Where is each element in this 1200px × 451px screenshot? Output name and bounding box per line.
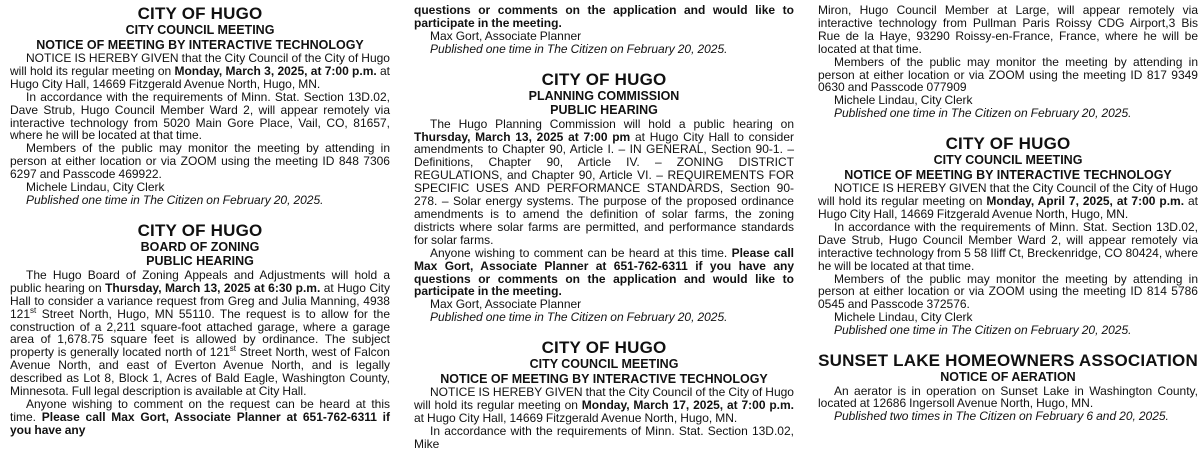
notice-text-segment: In accordance with the requirements of Minn. Stat. Section 13D.02, Mike <box>414 423 794 451</box>
notice-paragraph-body <box>414 247 794 299</box>
notice-paragraph-body <box>10 91 390 143</box>
notice-subtitle: NOTICE OF MEETING BY INTERACTIVE TECHNOLOGY <box>844 167 1172 182</box>
notice-paragraph-published <box>818 410 1198 423</box>
notice-text-segment: at Hugo City Hall, 14669 Fitzgerald Avenue North, Hugo, MN. <box>414 410 738 425</box>
notice-text-segment: Street North, Hugo, MN 55110. The request is to allow for the construction of a 2,211 square-foot attached garage, where a garage area of 1,678.75 square feet is allowed by ordinance. The subject property is generally located north of 121 <box>10 306 390 360</box>
notice-text-segment: Published one time in The Citizen on February 20, 2025. <box>430 41 728 56</box>
notice-text-segment: Members of the public may monitor the meeting by attending in person at either location or via ZOOM using the meeting ID 817 9349 0630 and Passcode 077909 <box>818 54 1198 95</box>
notice-text-segment: The Hugo Planning Commission will hold a public hearing on <box>430 116 794 131</box>
notice-paragraph-body <box>818 182 1198 221</box>
notice-text-segment: Monday, April 7, 2025, at 7:00 p.m. <box>986 194 1185 209</box>
notice-text-segment: Street North, west of Falcon Avenue North, and east of Everton Avenue North, and is legally described as Lot 8, Block 1, Acres of Bald Eagle, Washington County, Minnesota. Full legal description is available at City Hall. <box>10 345 390 399</box>
notice-subtitle: NOTICE OF AERATION <box>940 370 1076 385</box>
notice-text-segment: Monday, March 3, 2025, at 7:00 p.m. <box>174 63 377 78</box>
notice-text-segment: An aerator is in operation on Sunset Lake in Washington County, located at 12686 Ingersoll Avenue North, Hugo, MN. <box>818 383 1198 411</box>
notice-paragraph-continuation <box>818 4 1198 56</box>
notice-text-segment: st <box>229 344 236 354</box>
notice-paragraph-published <box>818 107 1198 120</box>
notice-paragraph-body <box>10 52 390 91</box>
notice-paragraph-published <box>10 194 390 207</box>
notice <box>818 4 1198 120</box>
notice-text-segment: In accordance with the requirements of Minn. Stat. Section 13D.02, Dave Strub, Hugo Council Member Ward 2, will appear remotely via interactive technology from 5 58 Iliff Ct, Breckenridge, CO 80424, where he will be located at that time. <box>818 219 1198 273</box>
notice-text-segment: Thursday, March 13, 2025 at 7:00 pm <box>414 129 631 144</box>
notice-text-segment: Published one time in The Citizen on February 20, 2025. <box>26 192 324 207</box>
notice-text-segment: Published one time in The Citizen on February 20, 2025. <box>430 310 728 325</box>
notice-text-segment: Monday, March 17, 2025, at 7:00 p.m. <box>581 398 794 413</box>
notice-paragraph-body <box>414 425 794 451</box>
notice-title: CITY OF HUGO <box>541 338 667 358</box>
notice-text-segment: NOTICE IS HEREBY GIVEN that the City Council of the City of Hugo will hold its regular meeting on <box>414 385 794 413</box>
notice <box>10 221 390 437</box>
notice-paragraph-published <box>414 311 794 324</box>
notice-text-segment: Miron, Hugo Council Member at Large, will appear remotely via interactive technology from Pullman Paris Roissy CDG Airport,3 Bis Rue de la Haye, 93290 Roissy-en-France, France, where he will be located at that time. <box>818 3 1198 56</box>
notice <box>818 134 1198 337</box>
notice-text-segment: Published two times in The Citizen on February 6 and 20, 2025. <box>834 409 1169 424</box>
notice-paragraph-body <box>10 142 390 181</box>
notice-subtitle: BOARD OF ZONING <box>140 239 260 254</box>
notice-paragraph-body <box>10 398 390 437</box>
notice-text-segment: Members of the public may monitor the meeting by attending in person at either location or via ZOOM using the meeting ID 814 5786 0545 and Passcode 372576. <box>818 271 1198 312</box>
notice-paragraph-body <box>818 221 1198 273</box>
notice-text-segment: questions or comments on the application and would like to participate in the meeting. <box>414 3 794 30</box>
notice-paragraph-body <box>414 386 794 425</box>
notice-paragraph-continuation <box>414 4 794 30</box>
notice-text-segment: Published one time in The Citizen on February 20, 2025. <box>834 106 1132 121</box>
notices-column-middle <box>414 3 794 451</box>
notice-subtitle: NOTICE OF MEETING BY INTERACTIVE TECHNOLOGY <box>36 37 364 52</box>
notice-subtitle: CITY COUNCIL MEETING <box>529 357 679 372</box>
notice-paragraph-body <box>10 269 390 398</box>
notice <box>10 4 390 207</box>
notice-text-segment: at Hugo City Hall to consider a variance request from Greg and Julia Manning, 4938 121 <box>10 280 390 321</box>
notice-title: SUNSET LAKE HOMEOWNERS ASSOCIATION <box>818 351 1198 371</box>
notice-paragraph-body <box>414 118 794 247</box>
notice-text-segment: Max Gort, Associate Planner <box>430 297 582 312</box>
notice-text-segment: st <box>30 305 37 315</box>
notice-text-segment: Michele Lindau, City Clerk <box>834 93 973 108</box>
notice-text-segment: Max Gort, Associate Planner <box>430 28 582 43</box>
notices-column-right <box>818 3 1199 424</box>
notice <box>414 338 794 451</box>
notice-text-segment: at Hugo City Hall, 14669 Fitzgerald Avenue North, Hugo, MN. <box>818 194 1199 221</box>
notice-text-segment: The Hugo Board of Zoning Appeals and Adjustments will hold a public hearing on <box>10 267 390 295</box>
notice-subtitle: CITY COUNCIL MEETING <box>125 23 275 37</box>
notice-text-segment: at Hugo City Hall to consider amendments to Chapter 90, Article I. – IN GENERAL, Section 90-1. – Definitions, Chapter 90, Article IV. – ZONING DISTRICT REGULATIONS, and Chapter 90, Article VI. – REQUIREMENTS FOR SPECIFIC USES AND PERFORMANCE STANDARDS, Section 90-278. – Solar energy systems. The purpose of the proposed ordinance amendments is to amend the definition of solar farms, the zoning districts where solar farms are permitted, and performance standards for solar farms. <box>414 129 794 247</box>
notice-text-segment: In accordance with the requirements of Minn. Stat. Section 13D.02, Dave Strub, Hugo Council Member Ward 2, will appear remotely via interactive technology from 5020 Main Gore Place, Vail, CO, 81657, where he will be located at that time. <box>10 89 390 143</box>
notice-text-segment: Thursday, March 13, 2025 at 6:30 p.m. <box>105 280 321 295</box>
notice-title: CITY OF HUGO <box>137 220 263 240</box>
notice-subtitle: PLANNING COMMISSION <box>528 88 680 103</box>
notice-title: CITY OF HUGO <box>945 134 1071 154</box>
notice <box>414 4 794 56</box>
notice-paragraph-body <box>818 273 1198 312</box>
notice-paragraph-body <box>818 385 1198 411</box>
notice-text-segment: at Hugo City Hall, 14669 Fitzgerald Avenue North, Hugo, MN. <box>10 63 390 91</box>
notice-text-segment: NOTICE IS HEREBY GIVEN that the City Council of the City of Hugo will hold its regular meeting on <box>818 181 1198 209</box>
notice-subtitle: NOTICE OF MEETING BY INTERACTIVE TECHNOLOGY <box>440 371 768 386</box>
notice-paragraph-published <box>414 43 794 56</box>
notice-text-segment: Published one time in The Citizen on February 20, 2025. <box>834 323 1132 338</box>
notice-text-segment: Please call Max Gort, Associate Planner at 651-762-6311 if you have any questions or comments on the application and would like to participate in the meeting. <box>414 245 794 299</box>
notice <box>818 351 1198 423</box>
notice-subtitle: CITY COUNCIL MEETING <box>933 153 1083 168</box>
notice-text-segment: NOTICE IS HEREBY GIVEN that the City Council of the City of Hugo will hold its regular meeting on <box>10 51 390 78</box>
notice-text-segment: Michele Lindau, City Clerk <box>26 180 165 195</box>
notice-text-segment: Anyone wishing to comment can be heard at this time. <box>430 245 732 260</box>
notice-text-segment: Anyone wishing to comment on the request can be heard at this time. <box>10 396 390 424</box>
notice-text-segment: Michele Lindau, City Clerk <box>834 310 973 325</box>
notice-title: CITY OF HUGO <box>541 69 667 89</box>
notice-text-segment: Please call Max Gort, Associate Planner at 651-762-6311 if you have any <box>10 409 390 437</box>
notice-subtitle: PUBLIC HEARING <box>550 103 658 118</box>
notice-title: CITY OF HUGO <box>137 4 263 23</box>
notice <box>414 70 794 325</box>
notice-paragraph-body <box>818 56 1198 95</box>
notice-subtitle: PUBLIC HEARING <box>146 254 254 269</box>
notices-column-left <box>10 4 390 437</box>
notice-paragraph-published <box>818 324 1198 337</box>
notice-text-segment: Members of the public may monitor the meeting by attending in person at either location or via ZOOM using the meeting ID 848 7306 6297 and Passcode 469922. <box>10 141 390 182</box>
